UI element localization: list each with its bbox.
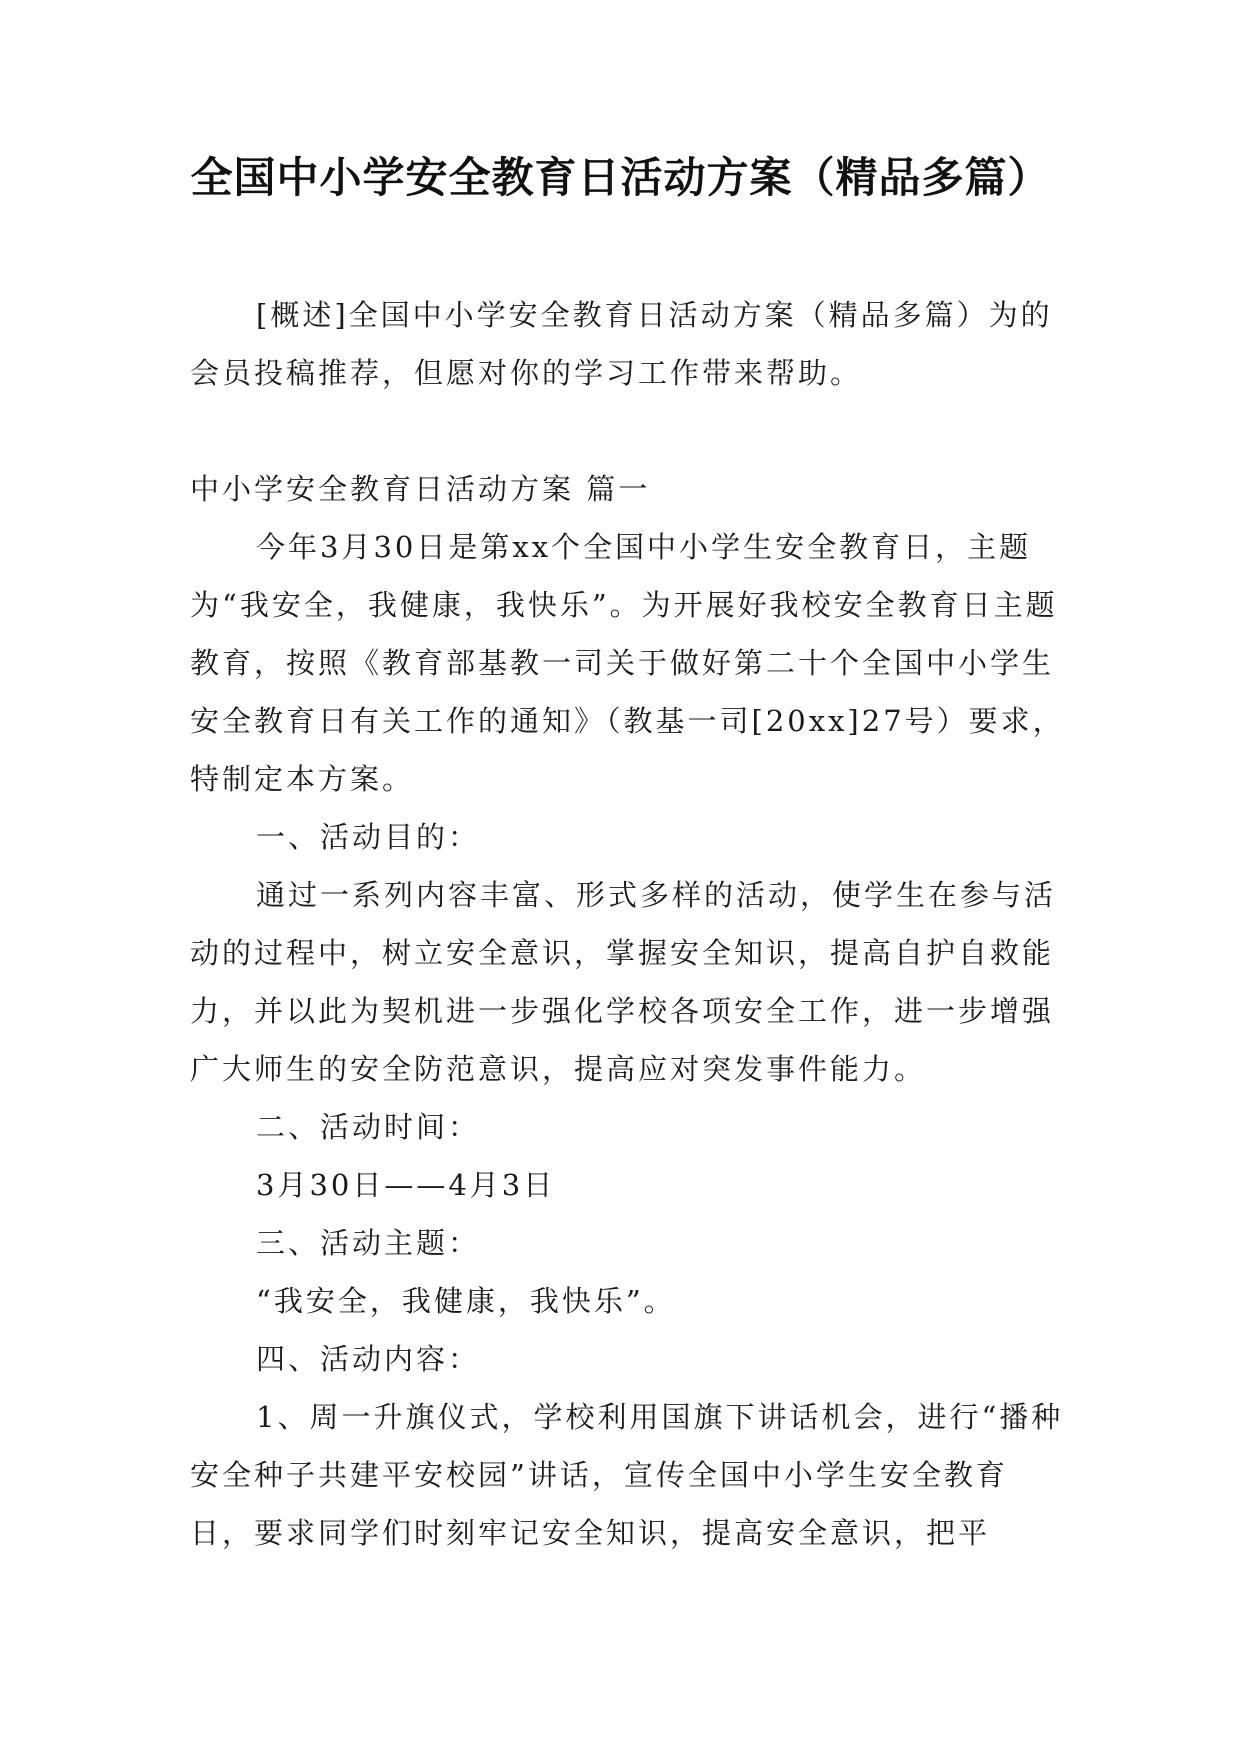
- document-title: 全国中小学安全教育日活动方案（精品多篇）: [190, 153, 1051, 202]
- heading-activity-content: 四、活动内容：: [256, 1342, 481, 1376]
- section-heading: 中小学安全教育日活动方案 篇一: [190, 472, 651, 506]
- paragraph-activity-purpose: 通过一系列内容丰富、形式多样的活动，使学生在参与活动的过程中，树立安全意识，掌握安全知识，提高自护自救能力，并以此为契机进一步强化学校各项安全工作，进一步增强广大师生的安全防范意识，提高应对突发事件能力。: [190, 878, 1057, 1086]
- heading-activity-purpose: 一、活动目的：: [256, 820, 481, 854]
- paragraph-activity-theme: “我安全，我健康，我快乐”。: [256, 1284, 676, 1318]
- paragraph-activity-content-1: 1、周一升旗仪式，学校利用国旗下讲话机会，进行“播种安全种子共建平安校园”讲话，宣传全国中小学生安全教育日，要求同学们时刻牢记安全知识，提高安全意识，把平: [190, 1400, 1064, 1550]
- heading-activity-theme: 三、活动主题：: [256, 1226, 481, 1260]
- paragraph-activity-time: 3月30日——4月3日: [256, 1168, 556, 1202]
- document-body: [190, 286, 1070, 1562]
- heading-activity-time: 二、活动时间：: [256, 1110, 481, 1144]
- blank-line: [190, 402, 1070, 460]
- paragraph-intro: 今年3月30日是第xx个全国中小学生安全教育日，主题为“我安全，我健康，我快乐”。为开展好我校安全教育日主题教育，按照《教育部基教一司关于做好第二十个全国中小学生安全教育日有关工作的通知》（教基一司[20xx]27号）要求，特制定本方案。: [190, 530, 1065, 796]
- summary-paragraph: [概述]全国中小学安全教育日活动方案（精品多篇）为的会员投稿推荐，但愿对你的学习工作带来帮助。: [190, 298, 1053, 390]
